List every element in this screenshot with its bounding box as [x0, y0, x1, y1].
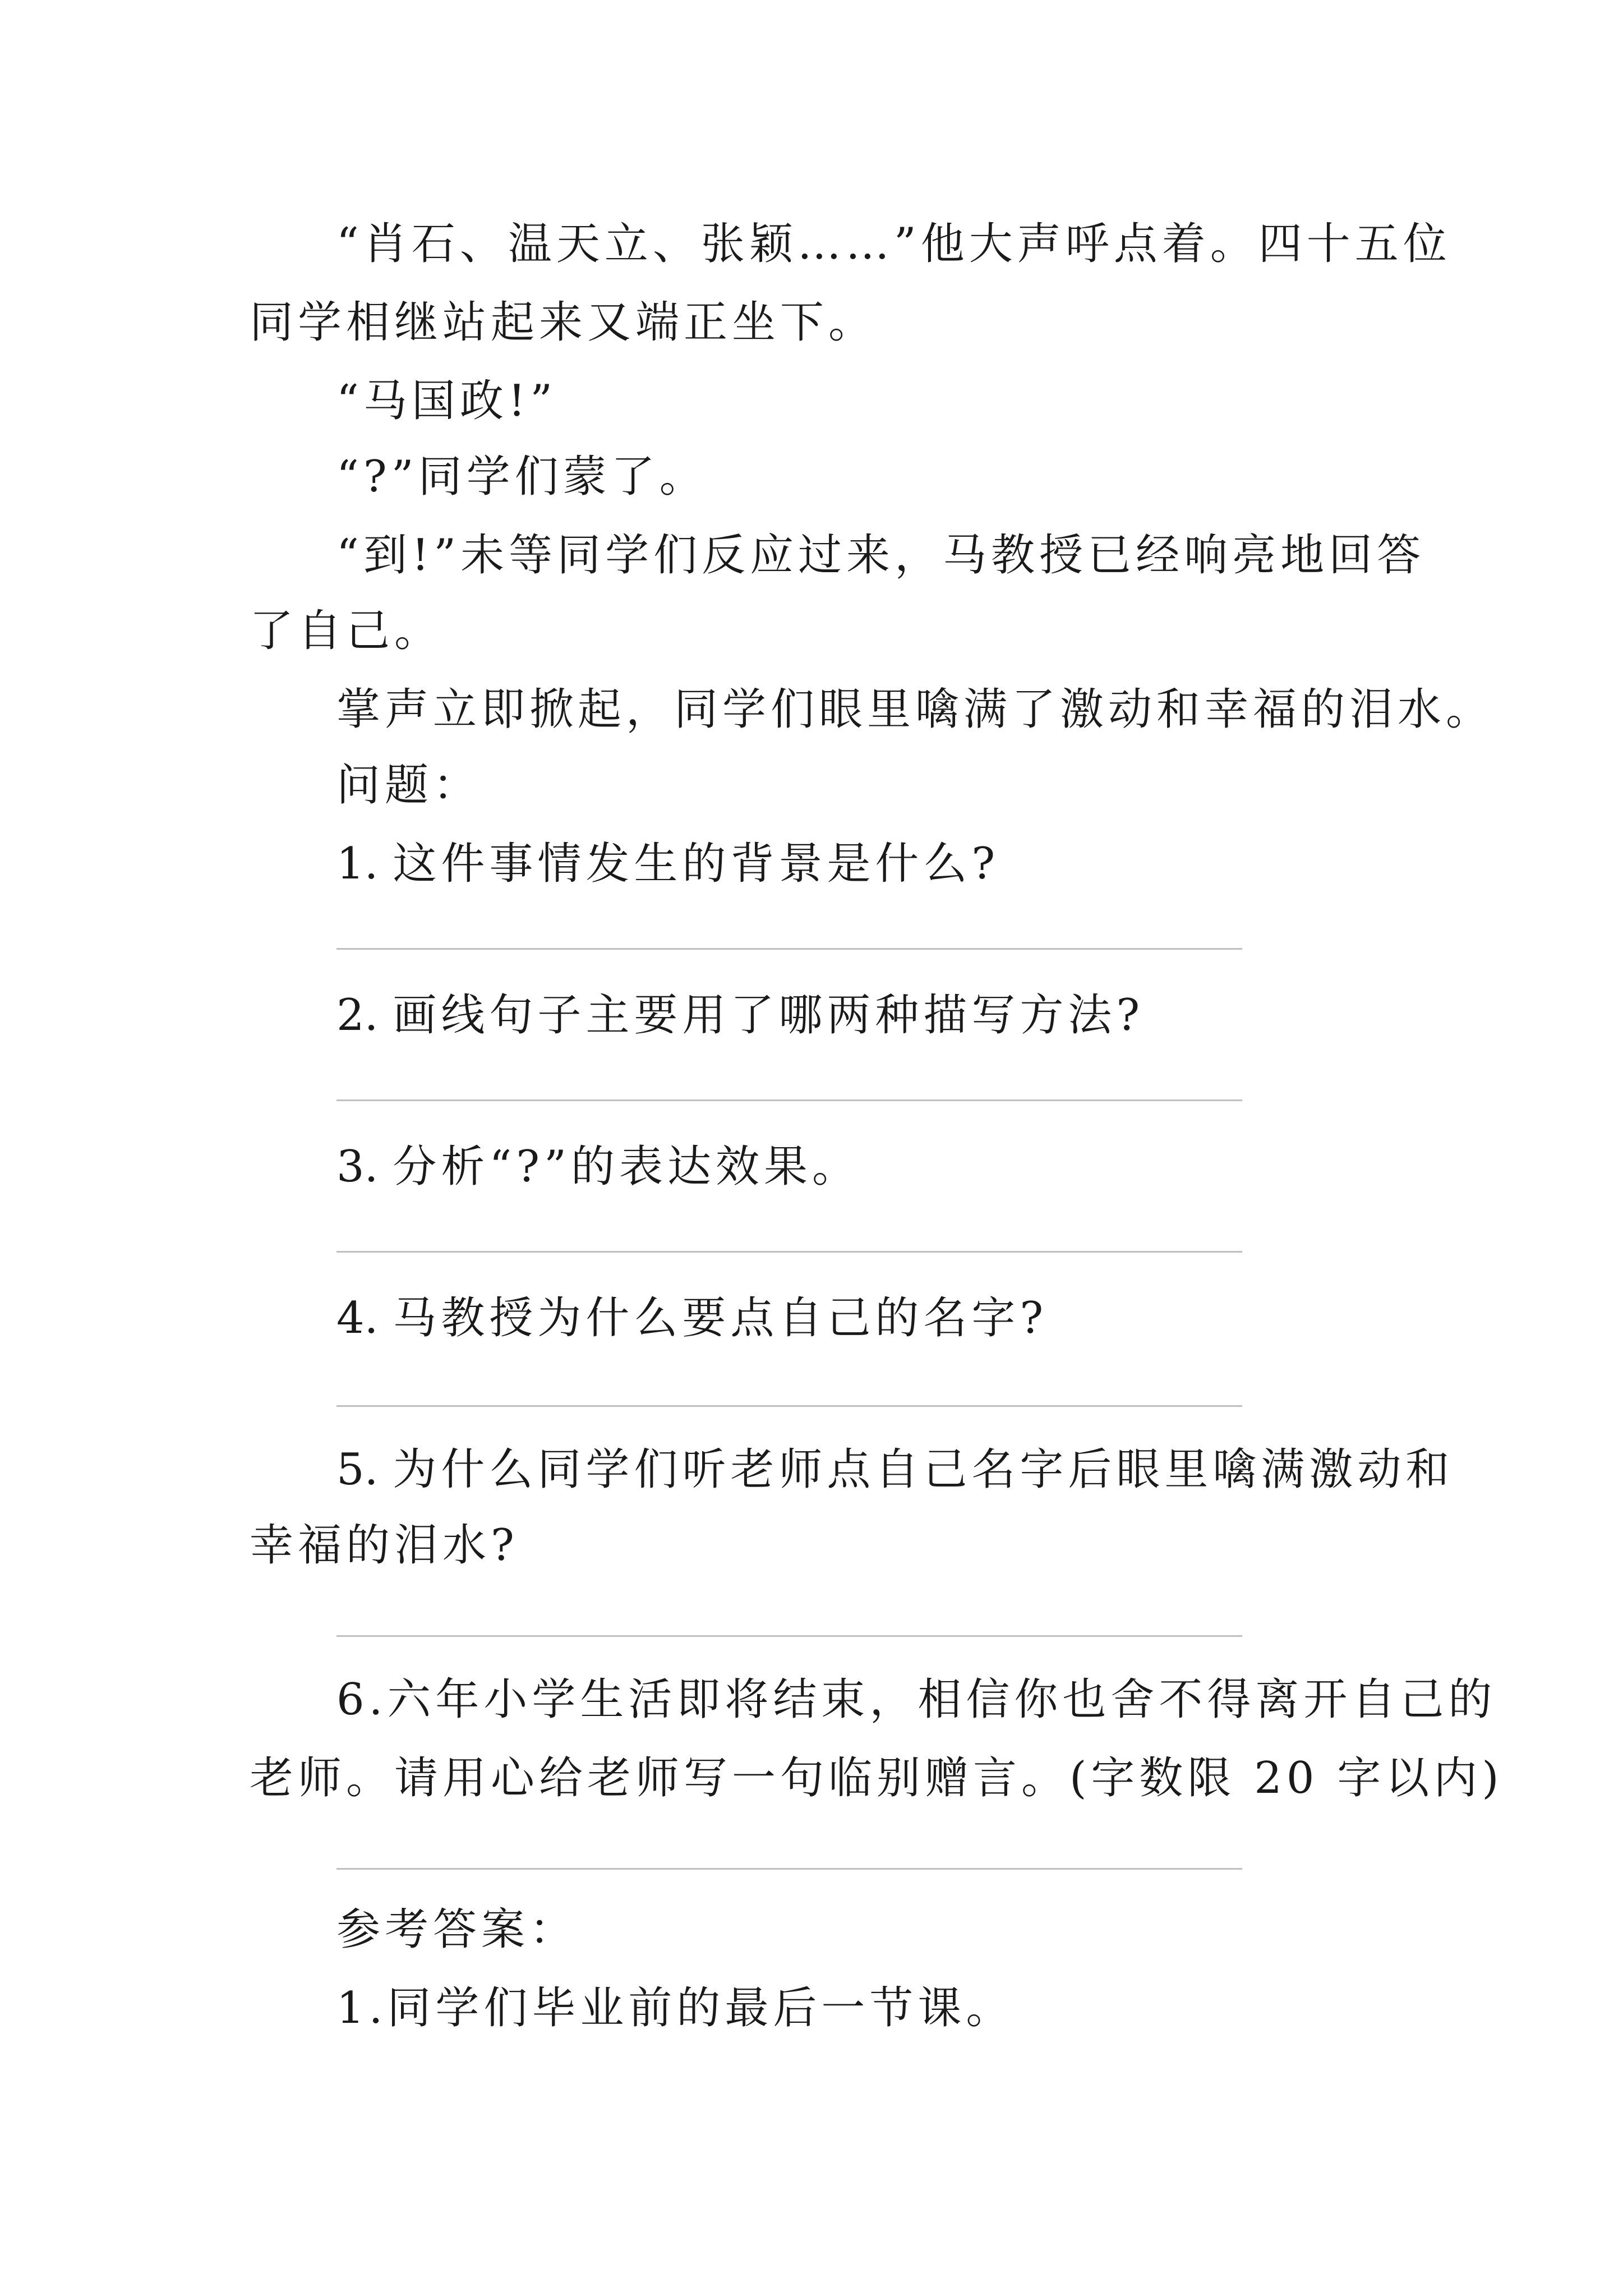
question-number: 6.	[336, 1674, 388, 1725]
question-number: 2.	[336, 990, 379, 1041]
question-text: 为什么同学们听老师点自己名字后眼里噙满激动和	[393, 1444, 1454, 1495]
question-5-line-2: 幸福的泪水?	[250, 1520, 519, 1571]
question-text: 画线句子主要用了哪两种描写方法?	[393, 990, 1145, 1041]
questions-heading: 问题：	[336, 760, 482, 811]
passage-paragraph-4-line-1: “到!”未等同学们反应过来，马教授已经响亮地回答	[336, 530, 1426, 581]
question-number: 3.	[336, 1142, 379, 1192]
question-text: 分析“?”的表达效果。	[393, 1142, 860, 1192]
passage-paragraph-2: “马国政!”	[336, 376, 557, 426]
question-number: 4.	[336, 1293, 379, 1343]
answer-1: 1.同学们毕业前的最后一节课。	[336, 1983, 1015, 2033]
question-6-line-2: 老师。请用心给老师写一句临别赠言。(字数限 20 字以内)	[250, 1753, 1504, 1803]
answer-line-6[interactable]	[336, 1868, 1242, 1870]
question-1	[336, 836, 1503, 892]
passage-paragraph-5: 掌声立即掀起，同学们眼里噙满了激动和幸福的泪水。	[336, 684, 1495, 735]
answers-heading: 参考答案：	[336, 1904, 578, 1955]
question-text: 六年小学生活即将结束，相信你也舍不得离开自己的	[387, 1674, 1497, 1725]
question-number: 1.	[336, 839, 379, 889]
question-text: 马教授为什么要点自己的名字?	[393, 1293, 1048, 1343]
question-2	[336, 987, 1503, 1043]
answer-line-4[interactable]	[336, 1405, 1242, 1407]
question-text: 这件事情发生的背景是什么?	[393, 839, 1000, 889]
question-4	[336, 1290, 1503, 1346]
passage-paragraph-4-line-2: 了自己。	[250, 606, 443, 656]
question-number: 5.	[336, 1444, 379, 1495]
answer-line-5[interactable]	[336, 1635, 1242, 1637]
passage-paragraph-1-line-1: “肖石、温天立、张颖……”他大声呼点着。四十五位	[336, 219, 1451, 269]
passage-paragraph-1-line-2: 同学相继站起来又端正坐下。	[250, 297, 877, 348]
answer-line-3[interactable]	[336, 1251, 1242, 1253]
question-5-line-1	[336, 1442, 1503, 1498]
answer-line-2[interactable]	[336, 1099, 1242, 1101]
question-6-line-1	[336, 1672, 1503, 1728]
question-3	[336, 1139, 1503, 1195]
passage-paragraph-3: “?”同学们蒙了。	[336, 452, 708, 502]
answer-line-1[interactable]	[336, 948, 1242, 950]
